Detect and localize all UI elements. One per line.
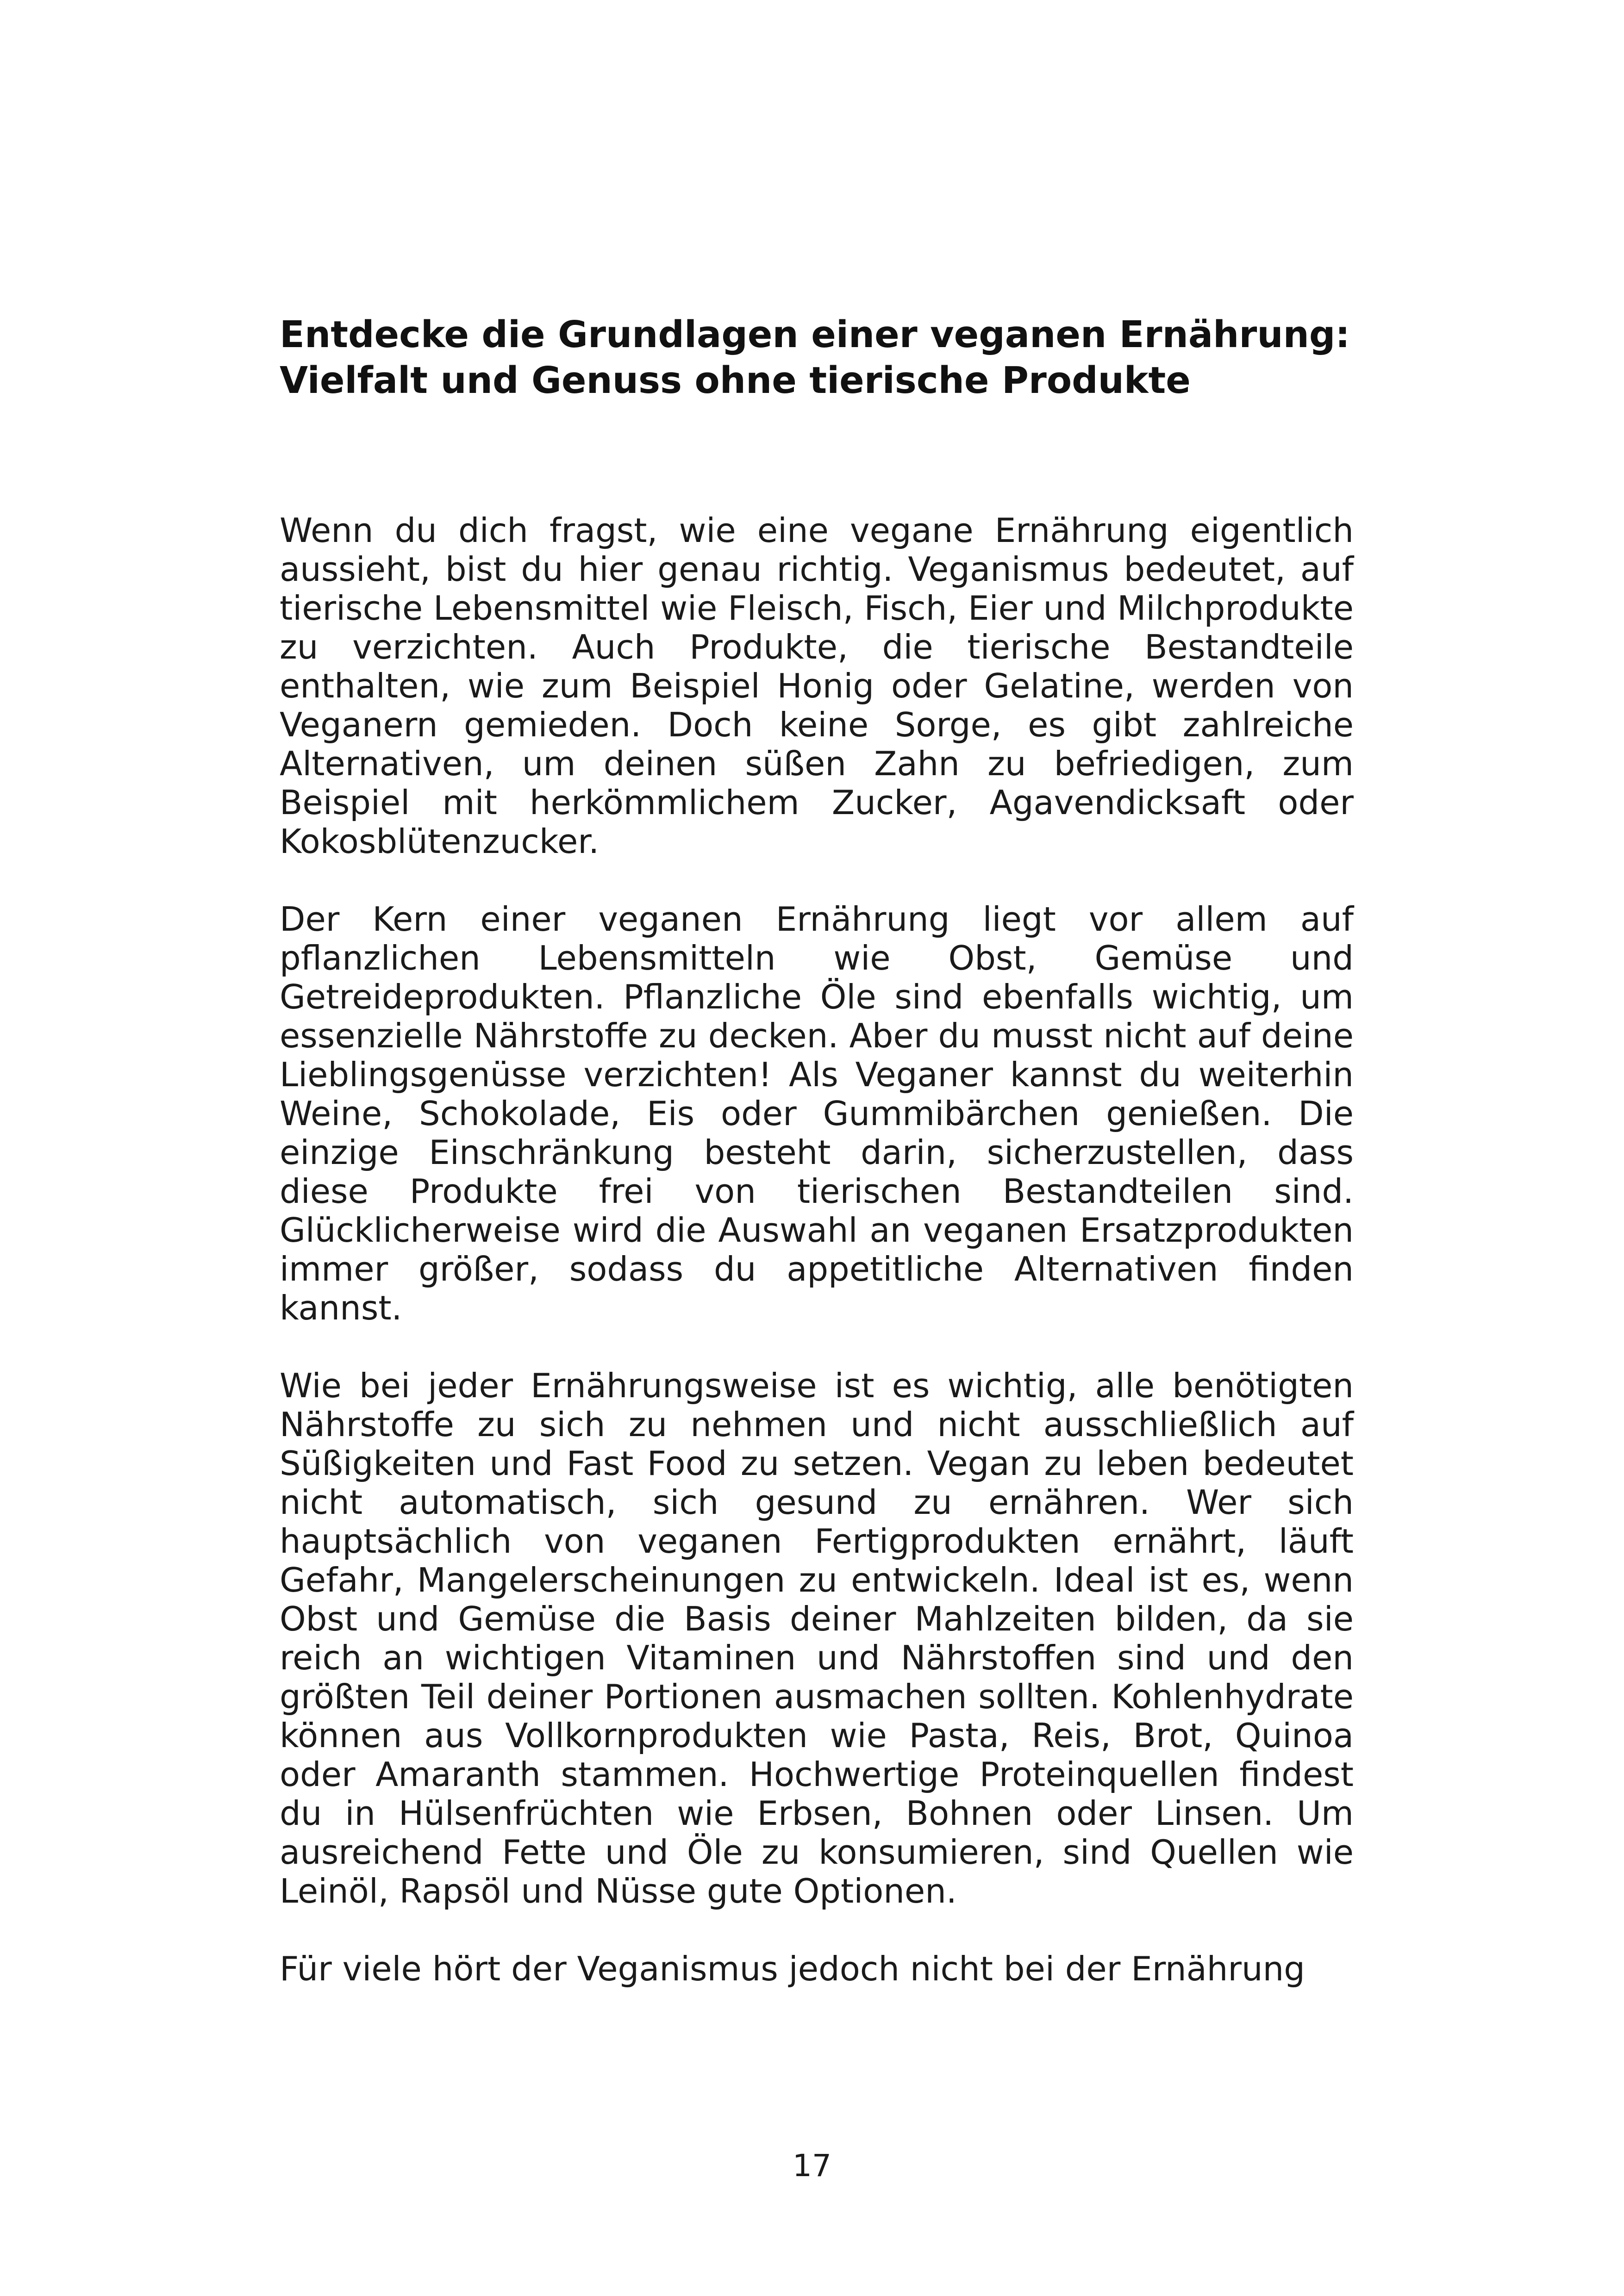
paragraph-core: Der Kern einer veganen Ernährung liegt vor allem auf pflanzlichen Lebensmitteln wie Obst, Gemüse und Getreideprodukten. Pflanzliche Öle sind ebenfalls wichtig, um essenzielle Nährstoffe zu decken. Aber du musst nicht auf deine Lieblingsgenüsse verzichten! Als Veganer kannst du weiterhin Weine, Schokolade, Eis oder Gummibärchen genießen. Die einzige Einschränkung besteht darin, sicherzustellen, dass diese Produkte frei von tierischen Bestandteilen sind. Glücklicherweise wird die Auswahl an veganen Ersatzprodukten immer größer, sodass du appetitliche Alternativen finden kannst.: [280, 900, 1354, 1327]
paragraph-nutrients: Wie bei jeder Ernährungsweise ist es wichtig, alle benötigten Nährstoffe zu sich zu nehmen und nicht ausschließlich auf Süßigkeiten und Fast Food zu setzen. Vegan zu leben bedeutet nicht automatisch, sich gesund zu ernähren. Wer sich hauptsächlich von veganen Fertigprodukten ernährt, läuft Gefahr, Mangelerscheinungen zu entwickeln. Ideal ist es, wenn Obst und Gemüse die Basis deiner Mahlzeiten bilden, da sie reich an wichtigen Vitaminen und Nährstoffen sind und den größten Teil deiner Portionen ausmachen sollten. Kohlenhydrate können aus Vollkornprodukten wie Pasta, Reis, Brot, Quinoa oder Amaranth stammen. Hochwertige Proteinquellen findest du in Hülsenfrüchten wie Erbsen, Bohnen oder Linsen. Um ausreichend Fette und Öle zu konsumieren, sind Quellen wie Leinöl, Rapsöl und Nüsse gute Optionen.: [280, 1366, 1354, 1910]
paragraph-intro: Wenn du dich fragst, wie eine vegane Ernährung eigentlich aussieht, bist du hier genau richtig. Veganismus bedeutet, auf tierische Lebensmittel wie Fleisch, Fisch, Eier und Milchprodukte zu verzichten. Auch Produkte, die tierische Bestandteile enthalten, wie zum Beispiel Honig oder Gelatine, werden von Veganern gemieden. Doch keine Sorge, es gibt zahlreiche Alternativen, um deinen süßen Zahn zu befriedigen, zum Beispiel mit herkömmlichem Zucker, Agavendicksaft oder Kokosblütenzucker.: [280, 511, 1354, 861]
page-number: 17: [793, 2148, 831, 2184]
body-text: [280, 511, 1354, 1988]
page-title: Entdecke die Grundlagen einer veganen Ernährung: Vielfalt und Genuss ohne tierische Produkte: [280, 313, 1350, 402]
paragraph-continued: Für viele hört der Veganismus jedoch nicht bei der Ernährung: [280, 1949, 1305, 1988]
